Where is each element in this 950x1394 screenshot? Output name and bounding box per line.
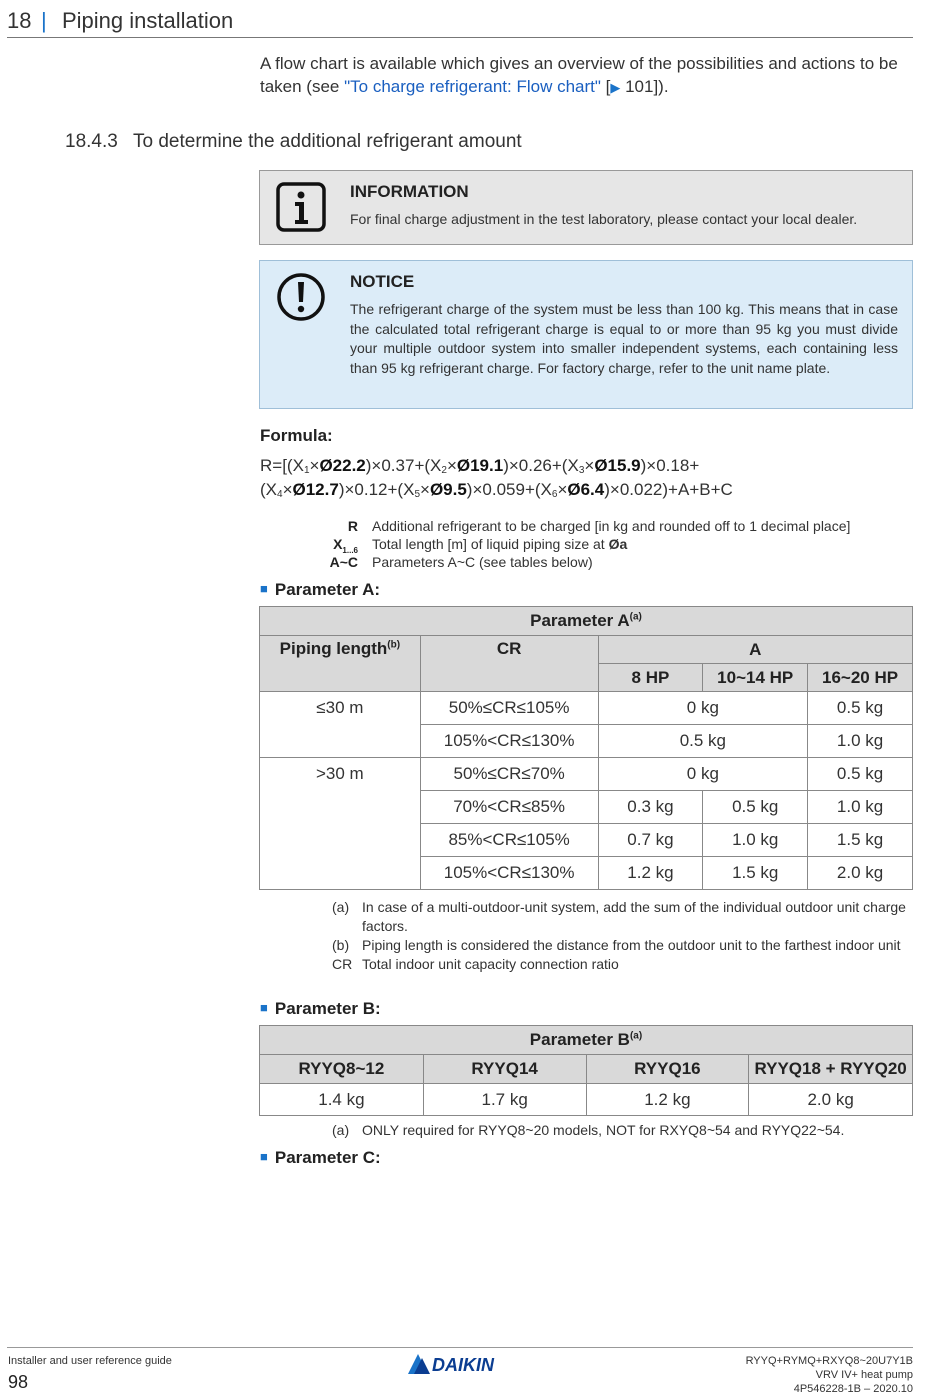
footer-doc-number: 4P546228-1B – 2020.10	[793, 1383, 913, 1394]
table-row	[260, 692, 913, 725]
cell-value: 1.0 kg	[808, 725, 913, 758]
cell-value: 2.0 kg	[749, 1084, 913, 1116]
column-header-model: RYYQ8~12	[260, 1055, 424, 1084]
cell-value: 1.7 kg	[423, 1084, 586, 1116]
column-header-hp: 16~20 HP	[808, 664, 913, 692]
cell-cr: 50%≤CR≤105%	[420, 692, 598, 725]
parameter-b-label-text: Parameter B:	[274, 999, 381, 1018]
cell-cr: 50%≤CR≤70%	[420, 758, 598, 791]
table-row	[260, 758, 913, 791]
page-ref-arrow-icon[interactable]: ▶	[610, 80, 621, 95]
cell-value: 1.0 kg	[703, 824, 808, 857]
footnote-mark: (a)	[629, 611, 642, 623]
parameter-b-label	[260, 999, 381, 1019]
footnote-text: Piping length is considered the distance from the outdoor unit to the farthest indoor unit	[362, 937, 901, 953]
column-header-cr: CR	[420, 636, 598, 692]
formula-factor: 0.022	[619, 480, 663, 499]
footnote-text: ONLY required for RYYQ8~20 models, NOT for RXYQ8~54 and RYYQ22~54.	[362, 1122, 845, 1138]
cell-cr: 105%<CR≤130%	[420, 857, 598, 890]
cell-value: 0.3 kg	[598, 791, 703, 824]
parameter-b-notes	[332, 1121, 922, 1140]
definition-text: Additional refrigerant to be charged [in kg and rounded off to 1 decimal place]	[372, 518, 851, 534]
flowchart-link[interactable]: "To charge refrigerant: Flow chart"	[344, 77, 601, 96]
cell-value: 0.7 kg	[598, 824, 703, 857]
intro-text: A flow chart is available which gives an overview of the possibilities and actions to be taken (see	[260, 54, 898, 96]
formula-tail: +A+B+C	[668, 480, 733, 499]
definition-text-main: Total length [m] of liquid piping size at	[372, 536, 609, 552]
notice-title: NOTICE	[350, 272, 415, 291]
formula-sub: 3	[578, 465, 585, 476]
column-header-model: RYYQ18 + RYYQ20	[749, 1055, 913, 1084]
formula-sub: 5	[414, 489, 420, 500]
page-header	[7, 4, 913, 38]
formula-factor: 0.18	[656, 456, 690, 475]
page-number: 98	[8, 1372, 29, 1392]
logo-text: DAIKIN	[432, 1355, 494, 1375]
cell-value: 1.2 kg	[598, 857, 703, 890]
formula-sub: 2	[441, 465, 447, 476]
table-row	[260, 725, 913, 758]
definition-symbol: A~C	[329, 554, 358, 570]
notice-text: The refrigerant charge of the system must be less than 100 kg. This means that in case the calculated total refrigerant charge is equal to or more than 95 kg you must divide your multiple outdoor system into smaller independent systems, each containing less than 95 kg refrigerant charge. For factory charge, refer to the unit name plate.	[350, 301, 898, 376]
footnote	[332, 936, 912, 955]
footnote-text: In case of a multi-outdoor-unit system, add the sum of the individual outdoor unit charge factors.	[362, 899, 906, 934]
information-text: For final charge adjustment in the test laboratory, please contact your local dealer.	[350, 211, 858, 227]
cell-value: 0 kg	[598, 692, 808, 725]
cell-value: 0.5 kg	[808, 758, 913, 791]
table-row	[260, 857, 913, 890]
notice-box	[259, 260, 913, 409]
formula-diameter: Ø12.7	[292, 480, 339, 499]
footnote-key: CR	[332, 956, 353, 972]
parameter-a-label	[260, 580, 380, 600]
column-header-text: Piping length	[279, 639, 388, 658]
cell-value: 1.0 kg	[808, 791, 913, 824]
footnote-key: (a)	[332, 899, 350, 915]
formula-diameter: Ø15.9	[594, 456, 641, 475]
parameter-a-label-text: Parameter A:	[274, 580, 381, 599]
cell-length	[260, 857, 421, 890]
cell-value: 1.5 kg	[808, 824, 913, 857]
table-title-text: Parameter A	[530, 611, 630, 630]
parameter-c-label-text: Parameter C:	[274, 1148, 381, 1167]
formula-diameter: Ø6.4	[567, 480, 605, 499]
cell-value: 0 kg	[598, 758, 808, 791]
column-header-hp: 10~14 HP	[703, 664, 808, 692]
definition-symbol-sub: 1...6	[342, 545, 358, 555]
cell-value: 0.5 kg	[703, 791, 808, 824]
column-header-model: RYYQ14	[423, 1055, 586, 1084]
cell-cr: 105%<CR≤130%	[420, 725, 598, 758]
cell-length	[260, 725, 421, 758]
definition-text	[372, 535, 627, 553]
formula-definitions	[0, 517, 950, 577]
column-header-model: RYYQ16	[586, 1055, 749, 1084]
bullet-icon: ■	[260, 1000, 268, 1015]
formula-diameter: Ø19.1	[456, 456, 504, 475]
cell-value: 2.0 kg	[808, 857, 913, 890]
bullet-icon: ■	[260, 1149, 268, 1164]
footer-product: VRV IV+ heat pump	[815, 1369, 913, 1381]
column-header-a: A	[598, 636, 912, 664]
cell-value: 0.5 kg	[808, 692, 913, 725]
formula-diameter: Ø9.5	[429, 480, 467, 499]
cell-cr: 70%<CR≤85%	[420, 791, 598, 824]
footnote-key: (a)	[332, 1122, 350, 1138]
parameter-c-label	[260, 1148, 381, 1168]
exclamation-icon	[276, 272, 326, 322]
parameter-a-table	[259, 606, 913, 890]
formula-factor: 0.12	[354, 480, 388, 499]
footnote-mark: (a)	[629, 1030, 643, 1042]
information-box	[259, 170, 913, 245]
formula-diameter: Ø22.2	[319, 456, 366, 475]
formula-sub: 6	[551, 489, 558, 500]
formula-sub: 1	[303, 465, 310, 476]
definition-text-bold: Øa	[608, 536, 628, 552]
section-title: To determine the additional refrigerant amount	[133, 131, 522, 152]
formula-line-2: $(X_4\times Ø12.7)\times 0.12+(X_5\times Ø9.5)\times 0.059+(X_6\times Ø6.4)\times 0.022)+A+B+C$	[260, 480, 733, 500]
intro-paragraph	[260, 52, 914, 99]
footer-divider	[7, 1347, 913, 1348]
cell-cr: 85%<CR≤105%	[420, 824, 598, 857]
section-heading	[65, 131, 522, 153]
table-row	[260, 824, 913, 857]
definition-symbol-main: X	[333, 536, 343, 552]
definition-symbol: R	[347, 518, 358, 534]
section-number: 18.4.3	[65, 131, 118, 152]
chapter-number: 18	[7, 8, 32, 33]
parameter-b-table	[259, 1025, 913, 1116]
cell-length	[260, 824, 421, 857]
footnote	[332, 898, 912, 936]
footnote	[332, 955, 912, 974]
table-row	[260, 1084, 913, 1116]
parameter-a-notes	[332, 898, 912, 974]
footnote	[332, 1121, 922, 1140]
footnote-text: Total indoor unit capacity connection ratio	[362, 956, 619, 972]
formula-factor: 0.059	[482, 480, 525, 499]
formula	[260, 454, 733, 502]
cell-value: 1.5 kg	[703, 857, 808, 890]
formula-factor: 0.37	[381, 456, 415, 475]
formula-factor: 0.26	[518, 456, 552, 475]
formula-label: Formula:	[260, 426, 333, 445]
footer-guide-title: Installer and user reference guide	[8, 1355, 172, 1367]
column-header-piping-length	[260, 636, 421, 692]
formula-sub: 4	[277, 489, 283, 500]
header-separator: |	[41, 8, 47, 33]
footer-doc-info	[746, 1354, 913, 1394]
column-header-hp: 8 HP	[598, 664, 703, 692]
cell-length: >30 m	[260, 758, 421, 791]
table-row	[260, 791, 913, 824]
cell-value: 1.2 kg	[586, 1084, 749, 1116]
bullet-icon: ■	[260, 581, 268, 596]
daikin-logo	[408, 1352, 514, 1376]
cell-length	[260, 791, 421, 824]
table-title	[260, 607, 913, 636]
footer-model: RYYQ+RYMQ+RXYQ8~20U7Y1B	[745, 1355, 913, 1367]
cell-length: ≤30 m	[260, 692, 421, 725]
cell-value: 0.5 kg	[598, 725, 808, 758]
table-title	[260, 1026, 913, 1055]
formula-line-1: $R=[(X_1\times Ø22.2)\times 0.37+(X_2\times Ø19.1)\times 0.26+(X_3\times Ø15.9)\times 0.18+$	[260, 456, 700, 476]
footnote-key: (b)	[332, 937, 350, 953]
information-title: INFORMATION	[350, 182, 469, 201]
table-title-text: Parameter B	[529, 1030, 630, 1049]
page-ref[interactable]: 101]).	[620, 77, 669, 96]
definition-text: Parameters A~C (see tables below)	[372, 554, 593, 570]
cell-value: 1.4 kg	[260, 1084, 424, 1116]
page-ref-open: [	[600, 77, 611, 96]
footnote-mark: (b)	[387, 639, 401, 651]
information-icon	[276, 182, 326, 232]
chapter-title: Piping installation	[62, 8, 234, 33]
